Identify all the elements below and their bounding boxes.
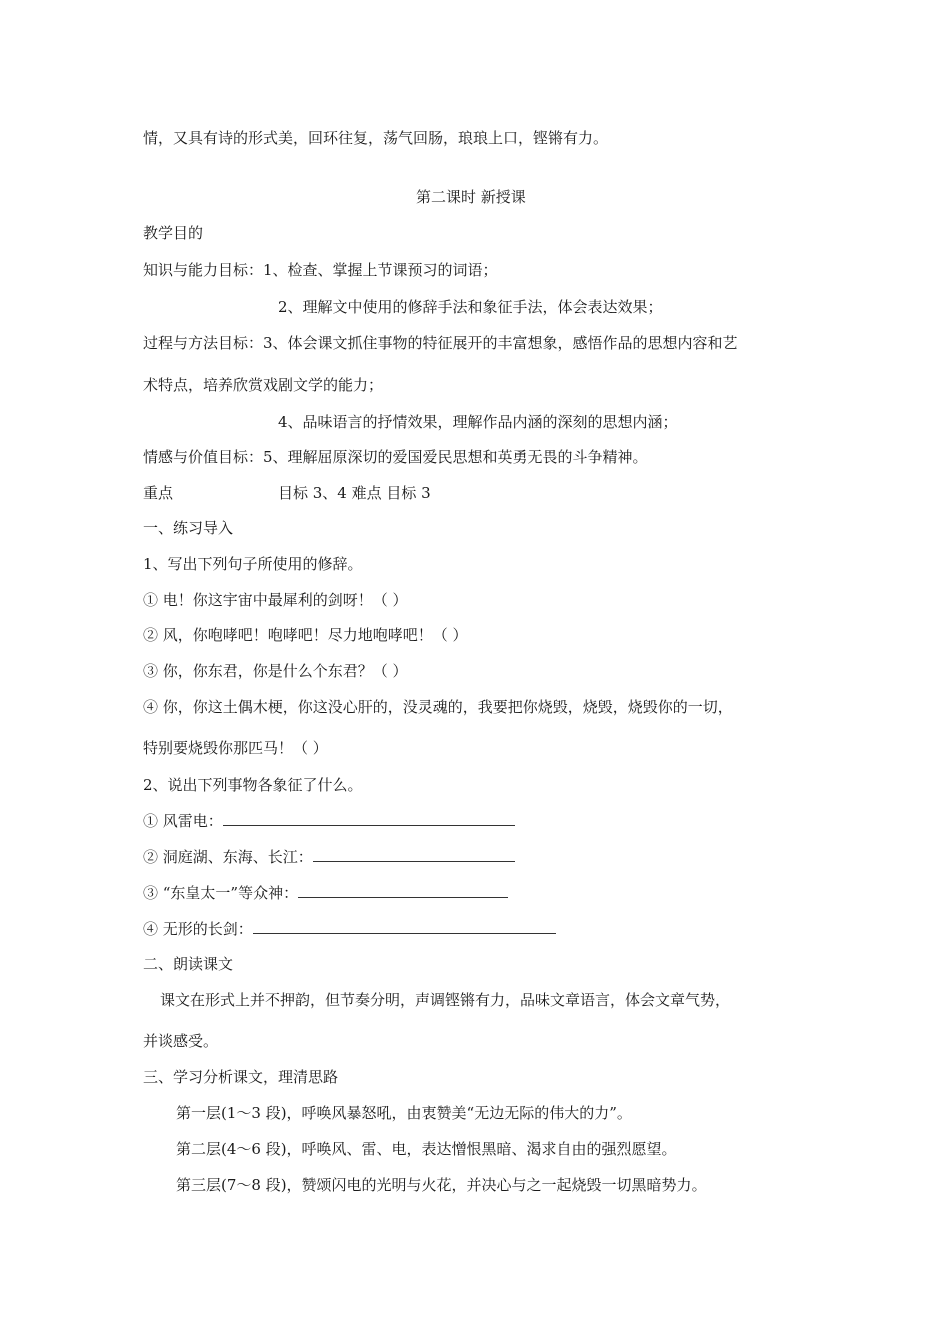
answer-blank[interactable] xyxy=(253,919,556,934)
reading-paragraph: 课文在形式上并不押韵，但节奏分明，声调铿锵有力，品味文章语言，体会文章气势， xyxy=(160,991,731,1009)
section-heading-2: 二、朗读课文 xyxy=(143,955,234,973)
text-line: 情，又具有诗的形式美，回环往复，荡气回肠，琅琅上口，铿锵有力。 xyxy=(143,129,609,147)
section-heading-1: 一、练习导入 xyxy=(143,519,234,537)
exercise-2-item-2 xyxy=(143,847,515,867)
item-label: ④ 无形的长剑： xyxy=(143,920,253,938)
exercise-1-prompt: 1、写出下列句子所使用的修辞。 xyxy=(143,555,363,573)
reading-paragraph-cont: 并谈感受。 xyxy=(143,1032,219,1050)
item-label: ① 风雷电： xyxy=(143,812,223,830)
exercise-1-item-3: ③ 你，你东君，你是什么个东君？（ ） xyxy=(143,662,408,680)
section-title: 第二课时 新授课 xyxy=(416,188,526,206)
item-label: ② 洞庭湖、东海、长江： xyxy=(143,848,313,866)
exercise-1-item-4-cont: 特别要烧毁你那匹马！（ ） xyxy=(143,739,328,757)
section-heading-3: 三、学习分析课文，理清思路 xyxy=(143,1068,339,1086)
answer-blank[interactable] xyxy=(313,847,515,862)
structure-layer-2: 第二层(4～6 段)，呼唤风、雷、电，表达憎恨黑暗、渴求自由的强烈愿望。 xyxy=(176,1140,677,1158)
exercise-1-item-4: ④ 你，你这土偶木梗，你这没心肝的，没灵魂的，我要把你烧毁，烧毁，烧毁你的一切， xyxy=(143,698,733,716)
item-label: ③ “东皇太一”等众神： xyxy=(143,884,299,902)
exercise-1-item-1: ① 电！你这宇宙中最犀利的剑呀！（ ） xyxy=(143,591,408,609)
exercise-1-item-2: ② 风，你咆哮吧！咆哮吧！尽力地咆哮吧！（ ） xyxy=(143,626,468,644)
heading-teaching-objectives: 教学目的 xyxy=(143,224,204,242)
objective-item-4: 4、品味语言的抒情效果，理解作品内涵的深刻的思想内涵； xyxy=(278,413,678,431)
answer-blank[interactable] xyxy=(298,883,508,898)
exercise-2-item-3 xyxy=(143,883,508,903)
structure-layer-1: 第一层(1～3 段)，呼唤风暴怒吼，由衷赞美“无边无际的伟大的力”。 xyxy=(176,1104,632,1122)
exercise-2-prompt: 2、说出下列事物各象征了什么。 xyxy=(143,776,363,794)
focus-label: 重点 xyxy=(143,484,174,502)
objective-emotion: 情感与价值目标：5、理解屈原深切的爱国爱民思想和英勇无畏的斗争精神。 xyxy=(143,448,648,466)
objective-process-cont: 术特点，培养欣赏戏剧文学的能力； xyxy=(143,376,384,394)
objective-process: 过程与方法目标：3、体会课文抓住事物的特征展开的丰富想象，感悟作品的思想内容和艺 xyxy=(143,334,738,352)
structure-layer-3: 第三层(7～8 段)，赞颂闪电的光明与火花，并决心与之一起烧毁一切黑暗势力。 xyxy=(176,1176,707,1194)
objective-item-2: 2、理解文中使用的修辞手法和象征手法，体会表达效果； xyxy=(278,298,663,316)
answer-blank[interactable] xyxy=(223,811,515,826)
exercise-2-item-4 xyxy=(143,919,556,939)
focus-detail: 目标 3、4 难点 目标 3 xyxy=(278,484,431,502)
objective-knowledge: 知识与能力目标：1、检查、掌握上节课预习的词语； xyxy=(143,261,498,279)
exercise-2-item-1 xyxy=(143,811,515,831)
